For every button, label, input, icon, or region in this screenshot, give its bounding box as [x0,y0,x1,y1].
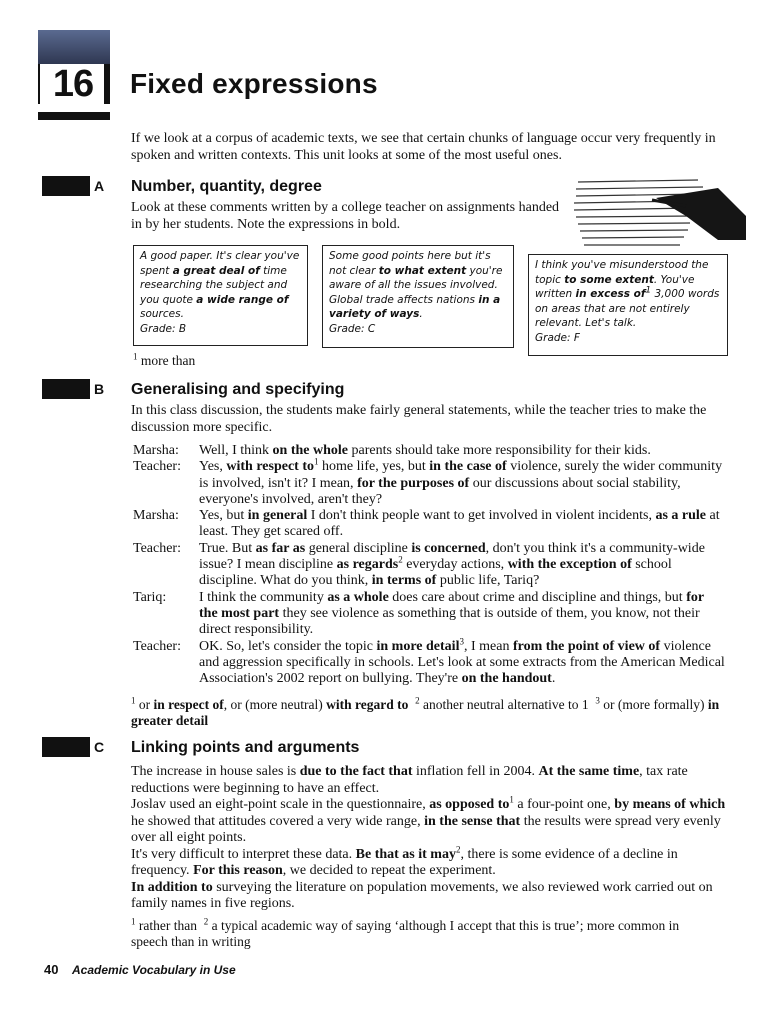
section-tab [42,737,92,757]
speaker-name: Marsha: [133,443,179,458]
teacher-note: A good paper. It's clear you've spent a great deal of time researching the subject and you quote a wide range of sources. Grade: B [133,245,308,346]
paragraph: Joslav used an eight-point scale in the questionnaire, as opposed $to^1$ a four-point one, by means of which he showed that attitudes covered a very wide range, in the sense that the results were spread very evenly over all eight points. [131,794,726,845]
book-title: Academic Vocabulary in Use [72,963,236,977]
teacher-note: Some good points here but it's not clear to what extent you're aware of all the issues involved. Global trade affects nations in a variety of ways. Grade: C [322,245,514,348]
dialogue-line [133,456,725,508]
section-tab [42,176,92,196]
dialogue-text: Well, I think on the whole parents should take more responsibility for their kids. [199,443,651,458]
speaker-name: Teacher: [133,638,181,654]
dialogue-text: Yes, with respect $to^1$ home life, yes, but in the case of violence, surely the wider community is involved, isn't it? I mean, for the purposes of our discussions about social stability, everyone's involved, aren't they? [199,456,723,507]
section-heading: Number, quantity, degree [131,178,322,195]
section-heading: Linking points and arguments [131,739,360,756]
speaker-name: Teacher: [133,540,181,556]
unit-underbar [38,112,110,120]
paragraph: It's very difficult to interpret these data. Be that as it may$^2$, there is some evidence of a decline in frequency. For this reason, we decided to repeat the experiment. [131,843,678,878]
paragraph: The increase in house sales is due to the fact that inflation fell in 2004. At the same time, tax rate reductions were beginning to have an effect. [131,764,688,796]
section-heading: Generalising and specifying [131,381,345,398]
section-letter: C [90,737,108,757]
teacher-note: I think you've misunderstood the topic to some extent. You've written in excess $of^1$ 3,000 words on areas that are not entirely relevant. Let's talk. Grade: F [528,254,728,356]
dialogue-text: OK. So, let's consider the topic in more detail$^3$, I mean from the point of view of violence and aggression specifically in schools. Let's look at some extracts from the American Medical Association's 2002 report on bullying. They're on the handout. [199,635,725,687]
section-a-text: Look at these comments written by a college teacher on assignments handed in by her students. Note the expressions in bold. [131,200,560,232]
dialogue-line [133,508,725,541]
page-title: Fixed expressions [130,68,378,99]
speaker-name: Tariq: [133,589,167,605]
section-letter: A [90,176,108,196]
dialogue-line [133,541,725,590]
section-b-intro: In this class discussion, the students make fairly general statements, while the teacher tries to make the discussion more specific. [131,403,707,435]
dialogue-line [133,443,725,459]
footnote: $^1$ or in respect of, or (more neutral) with regard to $^2$ another neutral alternative to 1 $^3$ or (more formally) in greater detail [131,695,720,728]
dialogue-line [133,635,725,688]
speaker-name: Marsha: [133,508,179,524]
unit-number: 16 [40,64,106,104]
dialogue-text: I think the community as a whole does care about crime and discipline and things, but for the most part they see violence as something that is outside of them, you know, not their direct responsibility. [199,589,704,638]
footnote: $^1$ more than [133,351,196,368]
paragraph: In addition to surveying the literature on population movements, we also reviewed work carried out on family names in five regions. [131,879,713,911]
grade: Grade: C [329,322,376,335]
dialogue-line [133,590,725,639]
intro-paragraph: If we look at a corpus of academic texts, we see that certain chunks of language occur very frequently in spoken and written contexts. This unit looks at some of the most useful ones. [131,131,716,163]
dialogue-text: Yes, but in general I don't think people want to get involved in violent incidents, as a rule at least. They get scared off. [199,508,720,540]
class-dialogue [133,443,725,687]
grade: Grade: B [140,322,187,335]
speaker-name: Teacher: [133,459,181,475]
dialogue-text: True. But as far as general discipline is concerned, don't you think it's a community-wide issue? I mean discipline as regards$^2$ everyday actions, with the exception of school discipline. What do you think, in terms of public life, Tariq? [199,540,705,589]
page-number: 40 [44,962,59,977]
section-tab [42,379,92,399]
paper-illustration [568,176,746,256]
grade: Grade: F [535,331,580,344]
unit-badge-bar [104,64,110,104]
section-c-text [131,764,731,913]
section-letter: B [90,379,108,399]
footnote: $^1$ rather than $^2$ a typical academic way of saying ‘although I accept that this is true’; more common in speech than in writing [131,916,680,949]
